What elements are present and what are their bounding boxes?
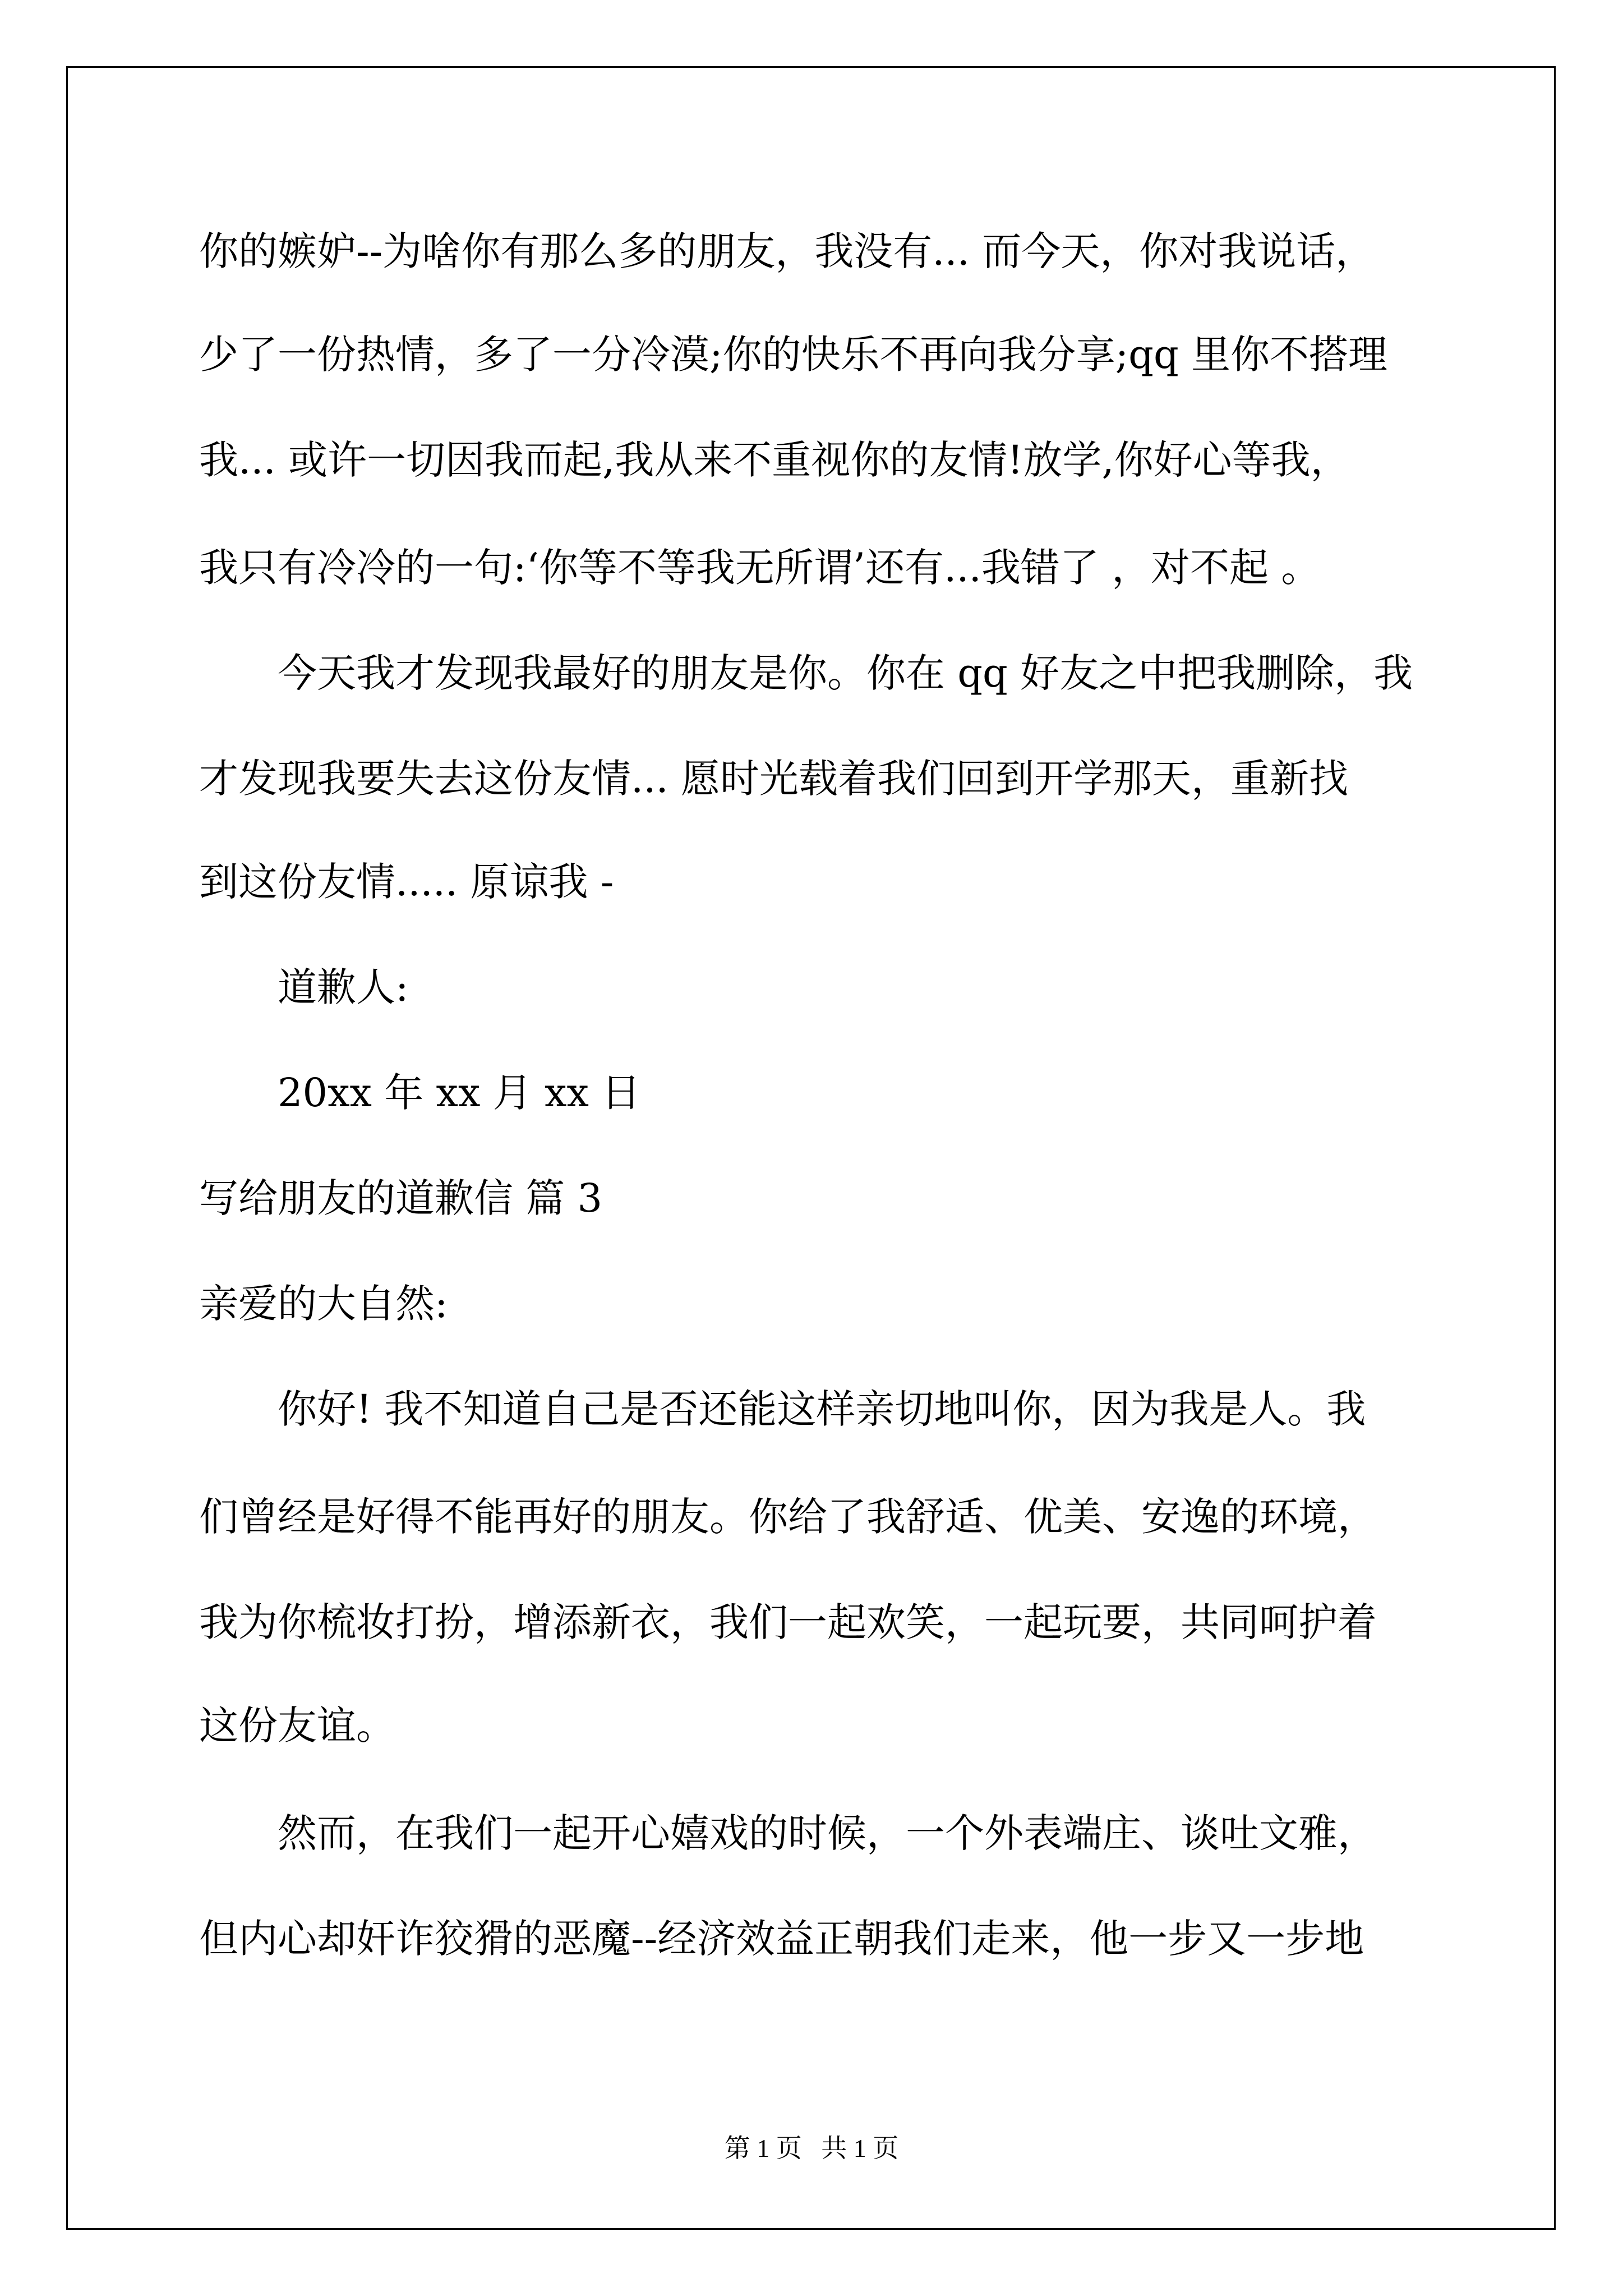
salutation: 亲爱的大自然:	[199, 1281, 448, 1327]
text-line: 我... 或许一切因我而起,我从来不重视你的友情!放学,你好心等我，	[199, 437, 1350, 483]
page-footer: 第 1 页 共 1 页	[724, 2134, 899, 2162]
text-line: 然而，在我们一起开心嬉戏的时候，一个外表端庄、谈吐文雅，	[278, 1810, 1377, 1856]
text-line: 少了一份热情，多了一分冷漠;你的快乐不再向我分享;qq 里你不搭理	[199, 332, 1388, 378]
text-line: 们曾经是好得不能再好的朋友。你给了我舒适、优美、安逸的环境，	[199, 1494, 1377, 1540]
signature-label: 道歉人:	[278, 964, 409, 1010]
page-border	[66, 66, 1556, 2230]
text-line: 你好! 我不知道自己是否还能这样亲切地叫你，因为我是人。我	[278, 1386, 1366, 1432]
text-line: 才发现我要失去这份友情... 愿时光载着我们回到开学那天，重新找	[199, 756, 1349, 802]
date-line: 20xx 年 xx 月 xx 日	[278, 1070, 641, 1116]
text-line: 但内心却奸诈狡猾的恶魔--经济效益正朝我们走来，他一步又一步地	[199, 1916, 1364, 1962]
text-line: 我为你梳妆打扮，增添新衣，我们一起欢笑，一起玩要，共同呵护着	[199, 1599, 1377, 1645]
text-line: 你的嫉妒--为啥你有那么多的朋友，我没有... 而今天，你对我说话，	[199, 228, 1375, 274]
section-heading: 写给朋友的道歉信 篇 3	[199, 1175, 603, 1221]
text-line: 今天我才发现我最好的朋友是你。你在 qq 好友之中把我删除，我	[278, 650, 1413, 696]
text-line: 到这份友情..... 原谅我 -	[199, 859, 614, 905]
text-line: 这份友谊。	[199, 1703, 395, 1749]
text-line: 我只有冷冷的一句:‘你等不等我无所谓’还有...我错了 ，对不起 。	[199, 545, 1321, 591]
